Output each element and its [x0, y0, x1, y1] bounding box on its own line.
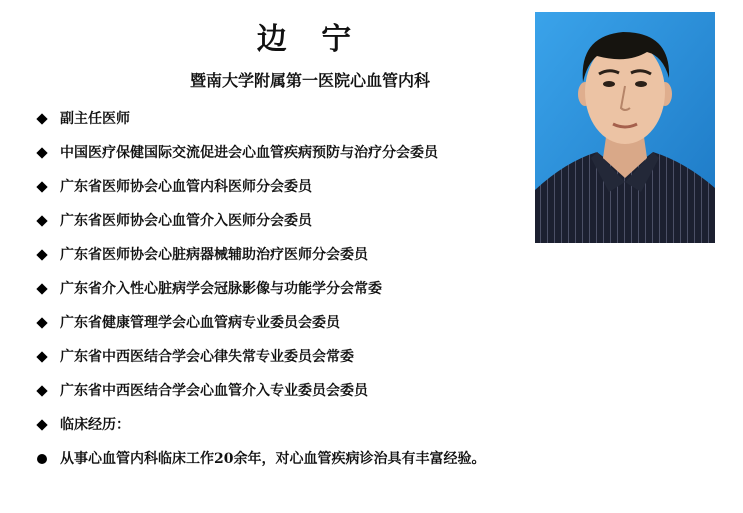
credential-list	[36, 110, 485, 484]
list-item-text: 广东省中西医结合学会心律失常专业委员会常委	[60, 349, 354, 365]
list-item	[36, 348, 485, 382]
list-item	[36, 246, 485, 280]
diamond-bullet-icon	[36, 314, 60, 332]
diamond-bullet-icon	[36, 212, 60, 230]
list-item	[36, 144, 485, 178]
list-item	[36, 382, 485, 416]
diamond-bullet-icon	[36, 382, 60, 400]
list-item	[36, 110, 485, 144]
list-item-text: 从事心血管内科临床工作20余年，对心血管疾病诊治具有丰富经验。	[60, 451, 486, 467]
department-affiliation: 暨南大学附属第一医院心血管内科	[189, 71, 430, 90]
list-item	[36, 280, 485, 314]
diamond-bullet-icon	[36, 110, 60, 128]
list-item	[36, 178, 485, 212]
list-item	[36, 450, 485, 484]
diamond-bullet-icon	[36, 178, 60, 196]
list-item-text: 广东省医师协会心脏病器械辅助治疗医师分会委员	[60, 247, 368, 263]
list-item	[36, 314, 485, 348]
doctor-name: 边 宁	[256, 22, 364, 57]
list-item-text: 中国医疗保健国际交流促进会心血管疾病预防与治疗分会委员	[60, 145, 438, 161]
list-item-text: 临床经历：	[60, 417, 130, 433]
diamond-bullet-icon	[36, 246, 60, 264]
list-item-text: 广东省医师协会心血管内科医师分会委员	[60, 179, 312, 195]
doctor-photo	[535, 12, 715, 243]
dot-bullet-icon	[36, 450, 60, 468]
list-item	[36, 416, 485, 450]
list-item-text: 广东省介入性心脏病学会冠脉影像与功能学分会常委	[60, 281, 382, 297]
diamond-bullet-icon	[36, 280, 60, 298]
list-item-text: 广东省健康管理学会心血管病专业委员会委员	[60, 315, 340, 331]
list-item-text: 广东省中西医结合学会心血管介入专业委员会委员	[60, 383, 368, 399]
diamond-bullet-icon	[36, 144, 60, 162]
list-item-text: 副主任医师	[60, 111, 130, 127]
diamond-bullet-icon	[36, 348, 60, 366]
list-item-text: 广东省医师协会心血管介入医师分会委员	[60, 213, 312, 229]
diamond-bullet-icon	[36, 416, 60, 434]
list-item	[36, 212, 485, 246]
